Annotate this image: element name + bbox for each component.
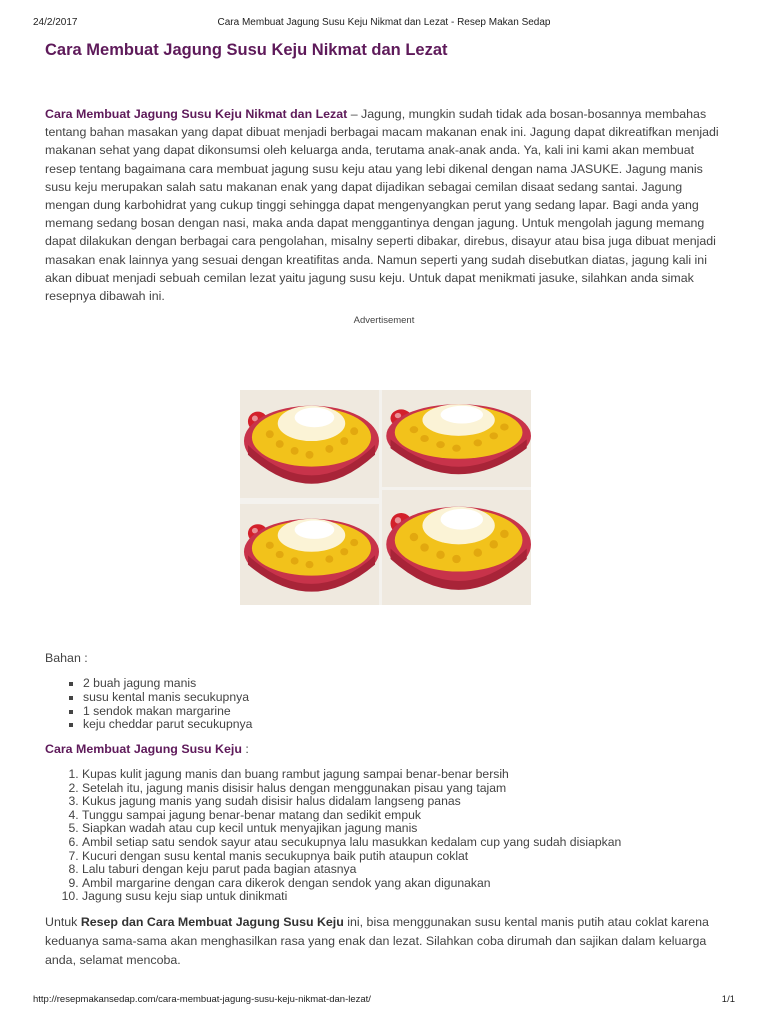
step-item: 6. Ambil setiap satu sendok sayur atau secukupnya lalu masukkan kedalam cup yang sudah disiapkan xyxy=(82,836,621,850)
jasuke-bowl-illustration xyxy=(240,390,379,498)
jasuke-photo-tile xyxy=(382,490,531,605)
ingredient-item: 1 sendok makan margarine xyxy=(45,705,252,719)
ingredient-item: 2 buah jagung manis xyxy=(45,677,252,691)
steps-heading-suffix: : xyxy=(241,742,249,756)
steps-list xyxy=(45,768,621,904)
step-item: 1. Kupas kulit jagung manis dan buang rambut jagung sampai benar-benar bersih xyxy=(82,768,621,782)
jasuke-bowl-illustration xyxy=(382,390,531,487)
ingredients-list xyxy=(45,677,252,732)
steps-heading-link[interactable]: Cara Membuat Jagung Susu Keju xyxy=(45,742,242,756)
print-header xyxy=(0,17,768,31)
advertisement-label: Advertisement xyxy=(353,315,415,326)
closing-body: ini, bisa menggunakan susu kental manis putih atau coklat karena keduanya sama-sama akan menghasilkan rasa yang enak dan lezat. Silahkan coba dirumah dan sajikan dalam keluarga anda, selamat mencoba. xyxy=(45,915,709,967)
steps-heading xyxy=(45,742,249,756)
jasuke-photo-tile xyxy=(240,390,379,498)
footer-page-number: 1/1 xyxy=(721,994,735,1005)
jasuke-bowl-illustration xyxy=(240,504,379,605)
print-date: 24/2/2017 xyxy=(33,17,78,28)
jasuke-photo-tile xyxy=(382,390,531,487)
step-item: 10. Jagung susu keju siap untuk dinikmati xyxy=(82,890,621,904)
ingredients-heading: Bahan : xyxy=(45,651,88,665)
intro-lead-link[interactable]: Cara Membuat Jagung Susu Keju Nikmat dan Lezat xyxy=(45,107,348,121)
print-page-title: Cara Membuat Jagung Susu Keju Nikmat dan Lezat - Resep Makan Sedap xyxy=(217,17,551,28)
intro-body: – Jagung, mungkin sudah tidak ada bosan-bosannya membahas tentang bahan masakan yang dapat dibuat menjadi berbagai macam makanan enak ini. Jagung dapat dikreatifkan menjadi makanan sehat yang dapat dikonsumsi oleh keluarga anda, terutama anak-anak anda. Ya, kali ini kami akan membuat resep tentang bagaimana cara membuat jagung susu keju atau yang lebi dikenal dengan nama JASUKE. Jagung manis susu keju merupakan salah satu makanan enak yang dapat dijadikan sebagai cemilan disaat sedang santai. Jagung mengan dung karbohidrat yang cukup tinggi sehingga dapat mengenyangkan perut yang sedang lapar. Bagi anda yang memang sedang bosan dengan nasi, maka anda dapat menggantinya dengan jagung. Untuk mengolah jagung memang dapat dilakukan dengan berbagai cara pengolahan, misalny seperti dibakar, direbus, disayur atau bisa juga dibuat menjadi masakan enak lainnya yang sesuai dengan kreatifitas anda. Namun seperti yang sudah disebutkan diatas, jagung kali ini akan dibuat menjadi sebuah cemilan lezat yaitu jagung susu keju. Untuk dapat menikmati jasuke, silahkan anda simak resepnya dibawah ini. xyxy=(45,107,719,304)
footer-url[interactable]: http://resepmakansedap.com/cara-membuat-jagung-susu-keju-nikmat-dan-lezat/ xyxy=(33,994,371,1005)
step-item: 9. Ambil margarine dengan cara dikerok dengan sendok yang akan digunakan xyxy=(82,877,621,891)
closing-paragraph xyxy=(45,913,735,970)
step-item: 5. Siapkan wadah atau cup kecil untuk menyajikan jagung manis xyxy=(82,822,621,836)
ingredient-item: keju cheddar parut secukupnya xyxy=(45,718,252,732)
step-item: 4. Tunggu sampai jagung benar-benar matang dan sedikit empuk xyxy=(82,809,621,823)
step-item: 7. Kucuri dengan susu kental manis secukupnya baik putih ataupun coklat xyxy=(82,850,621,864)
step-item: 2. Setelah itu, jagung manis disisir halus dengan menggunakan pisau yang tajam xyxy=(82,782,621,796)
article-title: Cara Membuat Jagung Susu Keju Nikmat dan Lezat xyxy=(45,41,448,59)
closing-prefix: Untuk xyxy=(45,915,81,929)
jasuke-photo-tile xyxy=(240,504,379,605)
jasuke-photo-collage xyxy=(240,390,531,605)
intro-paragraph xyxy=(45,105,725,305)
step-item: 3. Kukus jagung manis yang sudah disisir halus didalam langseng panas xyxy=(82,795,621,809)
jasuke-bowl-illustration xyxy=(382,490,531,605)
step-item: 8. Lalu taburi dengan keju parut pada bagian atasnya xyxy=(82,863,621,877)
closing-bold-text: Resep dan Cara Membuat Jagung Susu Keju xyxy=(80,915,344,929)
ingredient-item: susu kental manis secukupnya xyxy=(45,691,252,705)
